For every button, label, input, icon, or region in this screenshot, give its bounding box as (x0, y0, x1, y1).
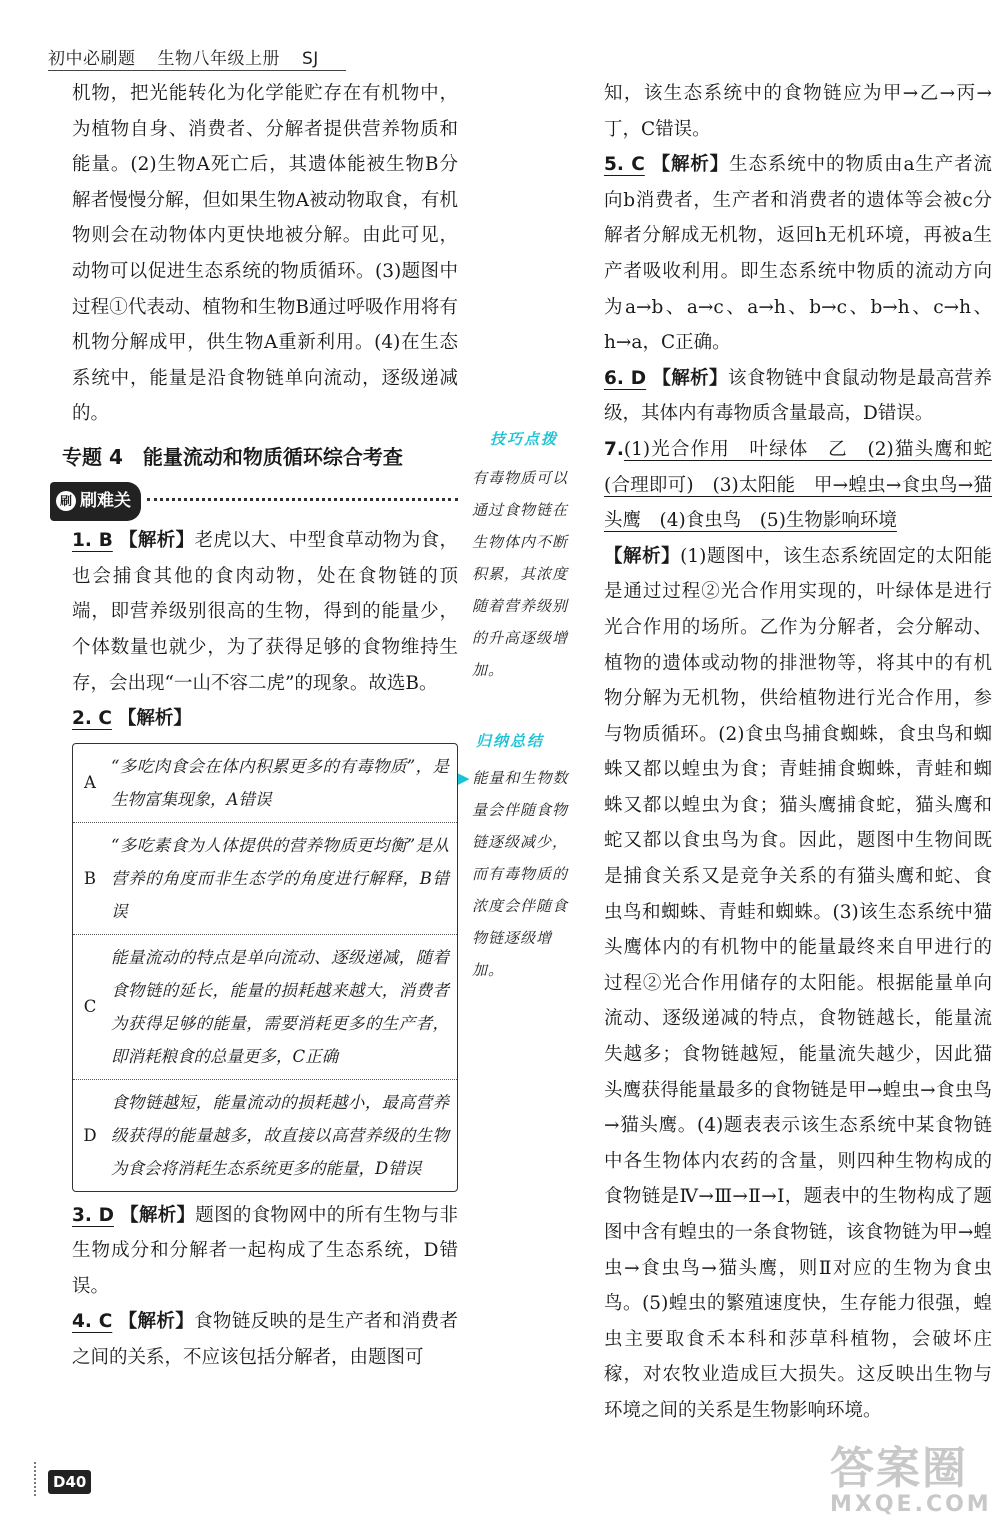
option-text: 能量流动的特点是单向流动、逐级递减，随着食物链的延长，能量的损耗越来越大，消费者为获得足够的能量，需要消耗更多的生产者，即消耗粮食的总量更多，C正确 (111, 947, 449, 1066)
option-label: A (84, 773, 96, 793)
q3-answer: 3. D (72, 1204, 114, 1226)
header-subject: 生物八年级上册 (157, 49, 280, 69)
section-title: 专题 4 能量流动和物质循环综合考查 (62, 444, 403, 469)
q6-answer: 6. D (604, 367, 647, 389)
triangle-marker-icon: ▶ (458, 769, 471, 787)
option-text: 食物链越短，能量流动的损耗越小，最高营养级获得的能量越多，故直接以高营养级的生物为食会将消耗生态系统更多的能量，D错误 (111, 1092, 449, 1178)
q2-answer: 2. C (72, 708, 112, 730)
q4-answer: 4. C (72, 1311, 113, 1333)
question-7 (604, 432, 992, 539)
option-text: “多吃素食为人体提供的营养物质更均衡”是从营养的角度而非生态学的角度进行解释，B错误 (111, 835, 449, 921)
table-row (73, 744, 457, 823)
watermark-text: 答案圈 (830, 1443, 968, 1494)
q1-answer: 1. B (72, 530, 113, 552)
table-row (73, 1080, 457, 1191)
q1-analysis-tag: 【解析】 (119, 530, 195, 552)
table-row (73, 935, 457, 1080)
q1-text: 老虎以大、中型食草动物为食，也会捕食其他的食肉动物，处在食物链的顶端，即营养级别很高的生物，得到的能量少，个体数量也就少，为了获得足够的食物维持生存，会出现“一山不容二虎”的现象。故选B。 (72, 530, 458, 694)
page-number: D40 (48, 1470, 91, 1494)
q7-number: 7. (604, 438, 624, 460)
corner-mark (34, 1462, 44, 1496)
header-rule (48, 70, 346, 71)
question-2 (72, 701, 458, 737)
right-column (604, 76, 992, 1429)
option-text: “多吃肉食会在体内积累更多的有毒物质”，是生物富集现象，A错误 (111, 756, 449, 809)
header-book: 初中必刷题 (48, 49, 136, 69)
summary-note-text: 能量和生物数量会伴随食物链逐级减少，而有毒物质的浓度会伴随食物链逐级增加。 (472, 769, 569, 979)
q7-analysis-tag: 【解析】 (604, 545, 681, 567)
question-1 (72, 523, 458, 701)
left-column (59, 76, 458, 1376)
q5-answer: 5. C (604, 154, 645, 176)
dotted-divider (147, 498, 458, 501)
option-label: B (83, 868, 97, 888)
option-label: C (83, 997, 97, 1017)
difficulty-badge (50, 482, 141, 522)
question-3 (72, 1198, 458, 1305)
question-6 (604, 361, 992, 432)
summary-heading: 归纳总结 (476, 732, 545, 750)
tip-heading: 技巧点拨 (490, 430, 559, 448)
right-continuation-paragraph: 知，该生态系统中的食物链应为甲→乙→丙→丁，C错误。 (604, 83, 992, 140)
q7-text: (1)题图中，该生态系统固定的太阳能是通过过程②光合作用实现的，叶绿体是进行光合作用的场所。乙作为分解者，会分解动、植物的遗体或动物的排泄物等，将其中的有机物分解为无机物，供给植物进行光合作用，参与物质循环。(2)食虫鸟捕食蜘蛛，食虫鸟和蜘蛛又都以蝗虫为食；青蛙捕食蜘蛛，青蛙和蜘蛛又都以蝗虫为食；猫头鹰捕食蛇，猫头鹰和蛇又都以食虫鸟为食。因此，题图中生物间既是捕食关系又是竞争关系的有猫头鹰和蛇、食虫鸟和蜘蛛、青蛙和蜘蛛。(3)该生态系统中猫头鹰体内的有机物中的能量最终来自甲进行的过程②光合作用储存的太阳能。根据能量单向流动、逐级递减的特点，食物链越长，能量流失越多；食物链越短，能量流失越少，因此猫头鹰获得能量最多的食物链是甲→蝗虫→食虫鸟→猫头鹰。(4)题表表示该生态系统中某食物链中各生物体内农药的含量，则四种生物构成的食物链是Ⅳ→Ⅲ→Ⅱ→Ⅰ，题表中的生物构成了题图中含有蝗虫的一条食物链，该食物链为甲→蝗虫→食虫鸟→猫头鹰，则Ⅱ对应的生物为食虫鸟。(5)蝗虫的繁殖速度快，生存能力很强，蝗虫主要取食禾本科和莎草科植物，会破坏庄稼，对农牧业造成巨大损失。这反映出生物与环境之间的关系是生物影响环境。 (604, 545, 992, 1421)
q6-analysis-tag: 【解析】 (652, 367, 728, 389)
running-header (48, 44, 341, 69)
difficulty-banner (50, 482, 458, 522)
options-table (72, 743, 458, 1192)
question-7-analysis (604, 539, 992, 1429)
option-label: D (83, 1125, 97, 1145)
left-continuation-paragraph: 机物，把光能转化为化学能贮存在有机物中，为植物自身、消费者、分解者提供营养物质和能量。(2)生物A死亡后，其遗体能被生物B分解者慢慢分解，但如果生物A被动物取食，有机物则会在动物体内更快地被分解。由此可见，动物可以促进生态系统的物质循环。(3)题图中过程①代表动、植物和生物B通过呼吸作用将有机物分解成甲，供生物A重新利用。(4)在生态系统中，能量是沿食物链单向流动，逐级递减的。 (72, 83, 458, 425)
q4-analysis-tag: 【解析】 (118, 1311, 195, 1333)
q2-analysis-tag: 【解析】 (117, 708, 192, 730)
q5-analysis-tag: 【解析】 (651, 154, 730, 176)
tip-note: 有毒物质可以通过食物链在生物体内不断积累，其浓度随着营养级别的升高逐级增加。 (472, 469, 569, 679)
q4-text: 食物链反映的是生产者和消费者之间的关系，不应该包括分解者，由题图可 (72, 1311, 458, 1369)
brush-icon: 刷 (56, 491, 76, 511)
q7-answers: (1)光合作用 叶绿体 乙 (2)猫头鹰和蛇(合理即可) (3)太阳能 甲→蝗虫→食虫鸟→猫头鹰 (4)食虫鸟 (5)生物影响环境 (604, 438, 992, 532)
q5-text: 生态系统中的物质由a生产者流向b消费者，生产者和消费者的遗体等会被c分解者分解成无机物，返回h无机环境，再被a生产者吸收利用。即生态系统中物质的流动方向为a→b、a→c、a→h、b→c、b→h、c→h、h→a，C正确。 (604, 154, 992, 354)
watermark-url: MXQE.COM (830, 1492, 992, 1517)
q3-text: 题图的食物网中的所有生物与非生物成分和分解者一起构成了生态系统，D错误。 (72, 1204, 458, 1297)
question-5 (604, 147, 992, 361)
header-edition: SJ (302, 49, 319, 69)
question-4 (72, 1304, 458, 1375)
table-row (73, 823, 457, 935)
q6-text: 该食物链中食鼠动物是最高营养级，其体内有毒物质含量最高，D错误。 (604, 367, 992, 425)
difficulty-badge-label: 刷难关 (80, 490, 131, 511)
q3-analysis-tag: 【解析】 (120, 1204, 196, 1226)
watermark-logo (830, 1432, 990, 1522)
summary-note (458, 762, 576, 986)
